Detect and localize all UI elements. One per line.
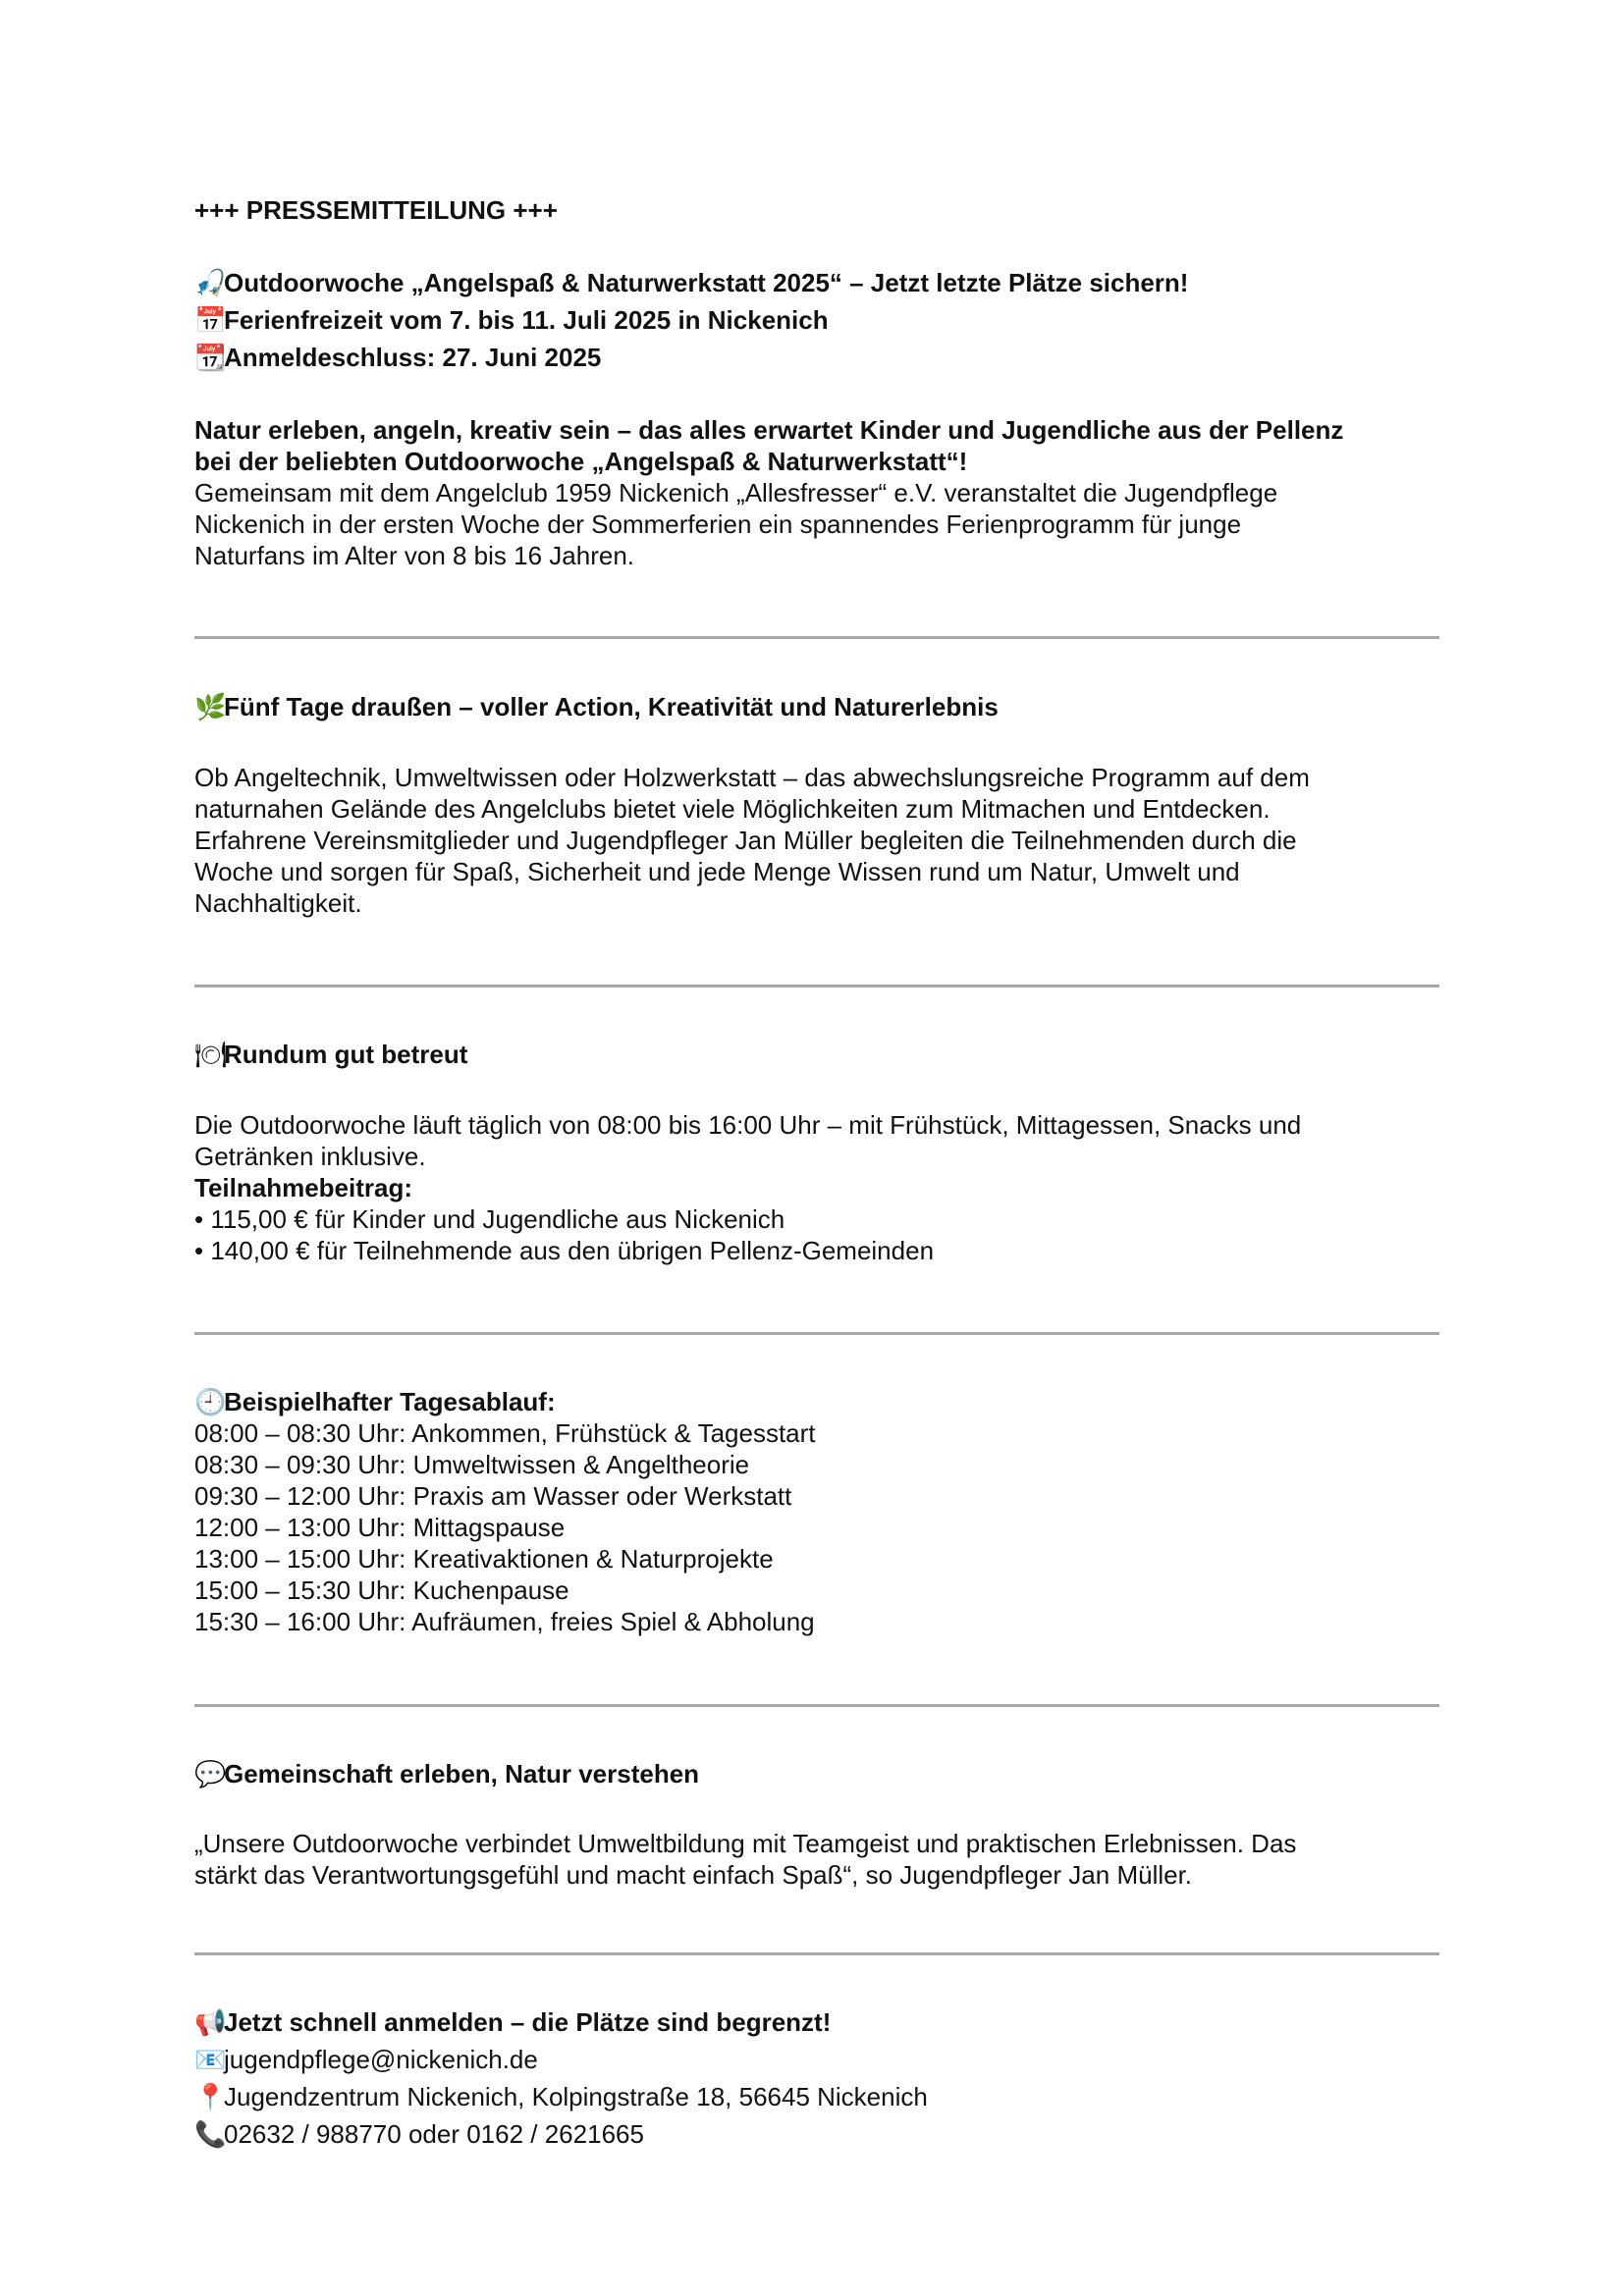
body-line: naturnahen Gelände des Angelclubs bietet viele Möglichkeiten zum Mitmachen und Entdecken.	[194, 794, 1271, 824]
section-heading-text: Rundum gut betreut	[224, 1040, 468, 1069]
quote	[194, 1828, 1439, 1891]
dates-line	[194, 304, 829, 336]
schedule-item: 15:30 – 16:00 Uhr: Aufräumen, freies Spiel & Abholung	[194, 1607, 815, 1636]
section-heading	[194, 1758, 699, 1789]
section-heading	[194, 1386, 556, 1417]
address-text: Jugendzentrum Nickenich, Kolpingstraße 18, 56645 Nickenich	[224, 2082, 928, 2111]
section-body	[194, 762, 1439, 919]
intro-lead-line: Natur erleben, angeln, kreativ sein – das alles erwartet Kinder und Jugendliche aus der Pellenz	[194, 415, 1344, 445]
kicker: +++ PRESSEMITTEILUNG +++	[194, 195, 558, 225]
email-address[interactable]: jugendpflege@nickenich.de	[224, 2045, 538, 2074]
body-line: Woche und sorgen für Spaß, Sicherheit und jede Menge Wissen rund um Natur, Umwelt und	[194, 857, 1240, 886]
schedule-item: 15:00 – 15:30 Uhr: Kuchenpause	[194, 1575, 569, 1605]
intro-body-line: Gemeinsam mit dem Angelclub 1959 Nickenich „Allesfresser“ e.V. veranstaltet die Jugendpflege	[194, 478, 1278, 507]
schedule-list	[194, 1417, 1439, 1637]
contact-heading	[194, 2006, 831, 2038]
body-line: Erfahrene Vereinsmitglieder und Jugendpfleger Jan Müller begleiten die Teilnehmenden durch die	[194, 826, 1297, 855]
section-heading	[194, 1039, 467, 1070]
fish-icon: 🎣	[194, 268, 227, 297]
divider	[194, 1332, 1439, 1335]
body-line: Die Outdoorwoche läuft täglich von 08:00 bis 16:00 Uhr – mit Frühstück, Mittagessen, Snacks und	[194, 1110, 1302, 1140]
herb-icon: 🌿	[194, 692, 227, 721]
contact-address	[194, 2081, 928, 2112]
deadline-text: Anmeldeschluss: 27. Juni 2025	[224, 343, 602, 372]
intro-lead-line: bei der beliebten Outdoorwoche „Angelspaß & Naturwerkstatt“!	[194, 447, 968, 476]
speech-bubble-icon: 💬	[194, 1759, 227, 1789]
pin-icon: 📍	[194, 2082, 227, 2111]
schedule-item: 08:30 – 09:30 Uhr: Umweltwissen & Angeltheorie	[194, 1450, 750, 1479]
intro-body-line: Naturfans im Alter von 8 bis 16 Jahren.	[194, 541, 635, 570]
quote-line: „Unsere Outdoorwoche verbindet Umweltbildung mit Teamgeist und praktischen Erlebnissen. Das	[194, 1829, 1297, 1858]
megaphone-icon: 📢	[194, 2007, 227, 2037]
phone-numbers: 02632 / 988770 oder 0162 / 2621665	[224, 2119, 644, 2149]
fee-item: • 140,00 € für Teilnehmende aus den übrigen Pellenz-Gemeinden	[194, 1236, 935, 1265]
section-heading	[194, 691, 999, 722]
body-line: Ob Angeltechnik, Umweltwissen oder Holzwerkstatt – das abwechslungsreiche Programm auf dem	[194, 763, 1310, 792]
body-line: Getränken inklusive.	[194, 1142, 426, 1171]
fee-item: • 115,00 € für Kinder und Jugendliche aus Nickenich	[194, 1204, 785, 1234]
email-icon: 📧	[194, 2045, 227, 2074]
schedule-item: 13:00 – 15:00 Uhr: Kreativaktionen & Naturprojekte	[194, 1544, 774, 1574]
intro-body-line: Nickenich in der ersten Woche der Sommerferien ein spannendes Ferienprogramm für junge	[194, 509, 1242, 539]
dates-text: Ferienfreizeit vom 7. bis 11. Juli 2025 in Nickenich	[224, 305, 829, 335]
schedule-item: 08:00 – 08:30 Uhr: Ankommen, Frühstück & Tagesstart	[194, 1418, 816, 1448]
divider	[194, 636, 1439, 639]
clock-icon: 🕘	[194, 1387, 227, 1416]
divider	[194, 1704, 1439, 1707]
section-body	[194, 1109, 1439, 1266]
contact-phone	[194, 2118, 644, 2150]
calendar-icon: 📅	[194, 305, 227, 335]
title-line	[194, 267, 1188, 298]
section-heading-text: Beispielhafter Tagesablauf:	[224, 1387, 556, 1416]
calendar-grid-icon: 📆	[194, 343, 227, 372]
contact-heading-text: Jetzt schnell anmelden – die Plätze sind begrenzt!	[224, 2007, 832, 2037]
body-line: Nachhaltigkeit.	[194, 888, 362, 918]
phone-icon: 📞	[194, 2119, 227, 2149]
title-text: Outdoorwoche „Angelspaß & Naturwerkstatt 2025“ – Jetzt letzte Plätze sichern!	[224, 268, 1189, 297]
section-heading-text: Gemeinschaft erleben, Natur verstehen	[224, 1759, 700, 1789]
fee-label: Teilnahmebeitrag:	[194, 1173, 413, 1202]
schedule-item: 12:00 – 13:00 Uhr: Mittagspause	[194, 1513, 566, 1542]
deadline-line	[194, 342, 601, 373]
schedule-item: 09:30 – 12:00 Uhr: Praxis am Wasser oder Werkstatt	[194, 1481, 792, 1511]
quote-line: stärkt das Verantwortungsgefühl und macht einfach Spaß“, so Jugendpfleger Jan Müller.	[194, 1860, 1193, 1890]
contact-email	[194, 2044, 538, 2075]
divider	[194, 1952, 1439, 1955]
divider	[194, 985, 1439, 988]
plate-icon: 🍽	[194, 1040, 228, 1069]
section-heading-text: Fünf Tage draußen – voller Action, Kreativität und Naturerlebnis	[224, 692, 999, 721]
intro	[194, 414, 1439, 571]
